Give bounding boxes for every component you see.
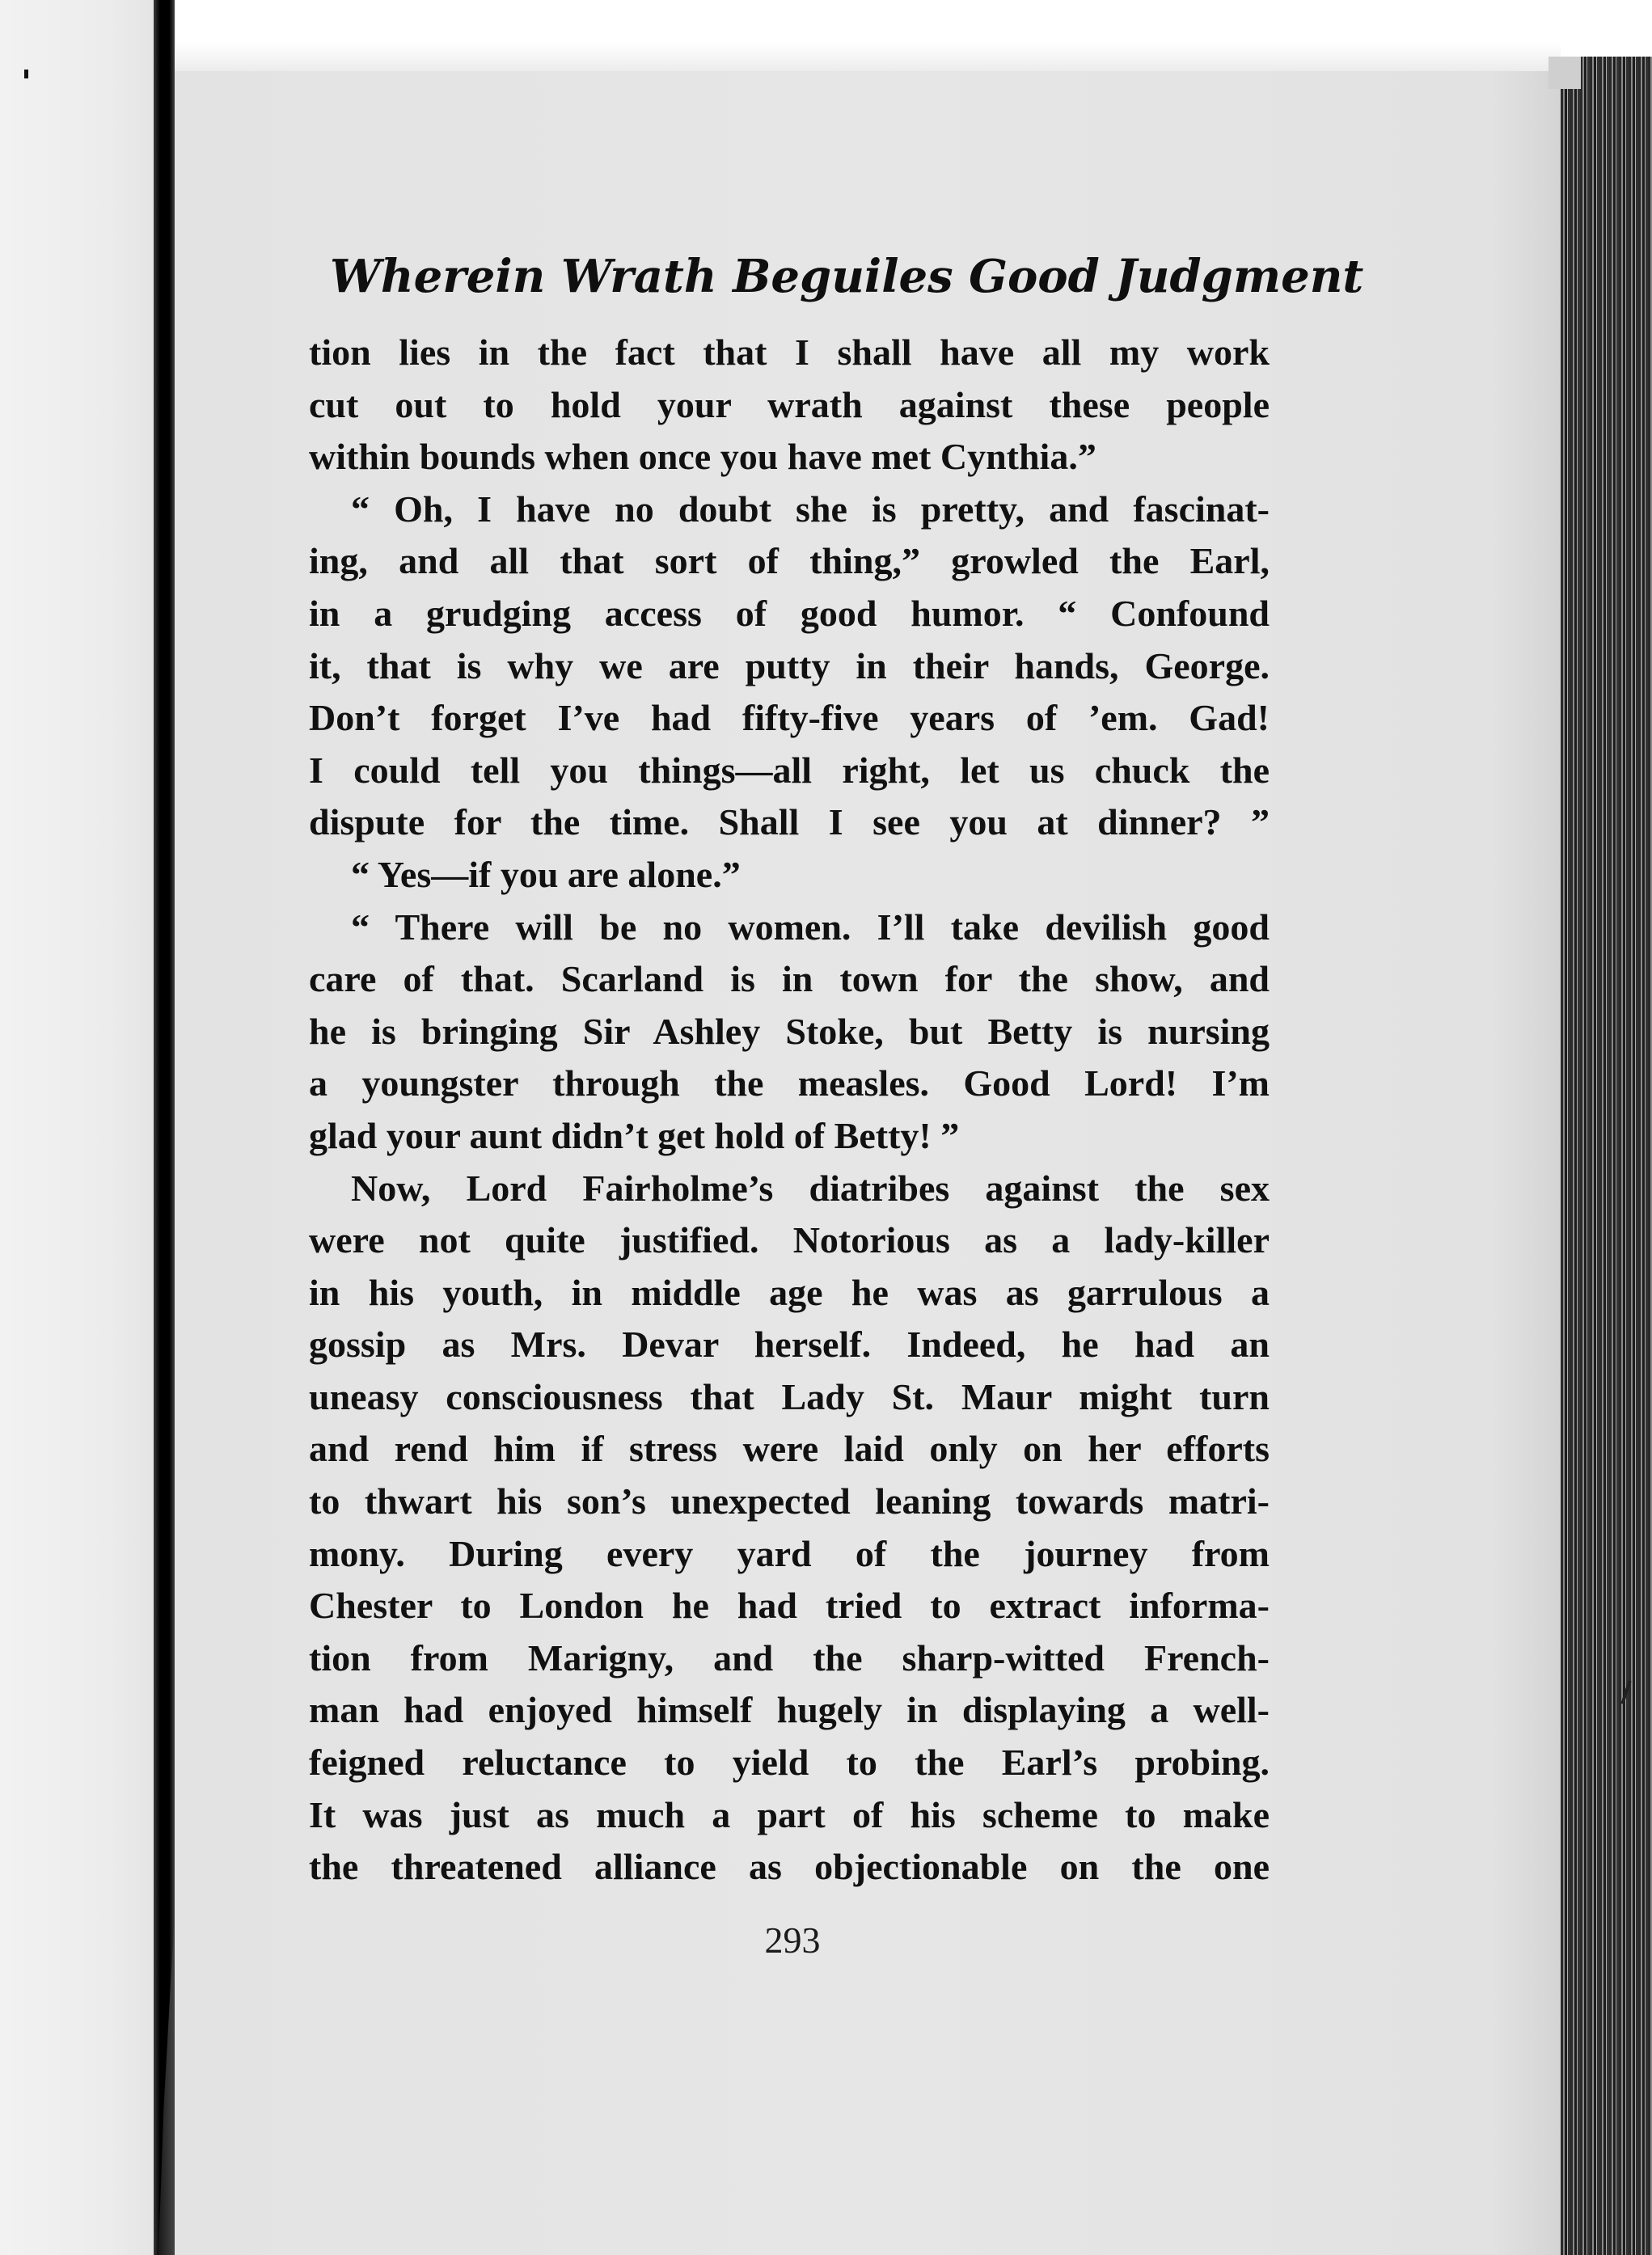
text-line: Don’t forget I’ve had fifty-five years of ’em. Gad! — [309, 697, 1270, 739]
text-line: care of that. Scarland is in town for the show, and — [309, 958, 1270, 1000]
text-line: to thwart his son’s unexpected leaning towards matri- — [309, 1480, 1270, 1522]
dust-speck — [24, 70, 28, 78]
page-number: 293 — [764, 1919, 821, 1961]
text-line: a youngster through the measles. Good Lord! I’m — [309, 1062, 1270, 1104]
text-line: the threatened alliance as objectionable on the one — [309, 1846, 1270, 1888]
text-line: I could tell you things—all right, let us chuck the — [309, 749, 1270, 791]
text-line: he is bringing Sir Ashley Stoke, but Betty is nursing — [309, 1010, 1270, 1052]
book-gutter — [154, 0, 175, 2255]
text-line: feigned reluctance to yield to the Earl’s probing. — [309, 1742, 1270, 1784]
text-line: uneasy consciousness that Lady St. Maur might turn — [309, 1375, 1270, 1417]
page-stack-edge — [1561, 57, 1652, 2255]
text-line: “ There will be no women. I’ll take devilish good — [351, 906, 1270, 948]
text-line: Now, Lord Fairholme’s diatribes against the sex — [351, 1167, 1270, 1209]
text-line: and rend him if stress were laid only on her efforts — [309, 1428, 1270, 1470]
text-line: within bounds when once you have met Cynthia.” — [309, 436, 1096, 478]
body-text — [309, 327, 1270, 1894]
left-page-margin — [0, 0, 155, 2255]
text-line: man had enjoyed himself hugely in displaying a well- — [309, 1689, 1270, 1731]
text-line: Chester to London he had tried to extract informa- — [309, 1585, 1270, 1627]
text-line: mony. During every yard of the journey from — [309, 1532, 1270, 1574]
text-line: gossip as Mrs. Devar herself. Indeed, he had an — [309, 1324, 1270, 1366]
text-line: in his youth, in middle age he was as garrulous a — [309, 1271, 1270, 1313]
page-corner — [1548, 57, 1581, 89]
page-top-edge — [175, 0, 1561, 71]
text-line: were not quite justified. Notorious as a lady-killer — [309, 1219, 1270, 1261]
text-line: “ Yes—if you are alone.” — [351, 853, 741, 895]
text-line: cut out to hold your wrath against these people — [309, 383, 1270, 425]
text-line: ing, and all that sort of thing,” growled the Earl, — [309, 540, 1270, 582]
text-line: tion lies in the fact that I shall have all my work — [309, 331, 1270, 373]
text-line: tion from Marigny, and the sharp-witted French- — [309, 1636, 1270, 1679]
text-line: it, that is why we are putty in their hands, George. — [309, 644, 1270, 686]
text-line: in a grudging access of good humor. “ Confound — [309, 592, 1270, 634]
text-line: It was just as much a part of his scheme to make — [309, 1793, 1270, 1835]
text-line: “ Oh, I have no doubt she is pretty, and fascinat- — [351, 488, 1270, 530]
text-line: glad your aunt didn’t get hold of Betty! ” — [309, 1114, 960, 1156]
running-head: Wherein Wrath Beguiles Good Judgment — [330, 250, 1364, 303]
text-line: dispute for the time. Shall I see you at dinner? ” — [309, 801, 1270, 843]
